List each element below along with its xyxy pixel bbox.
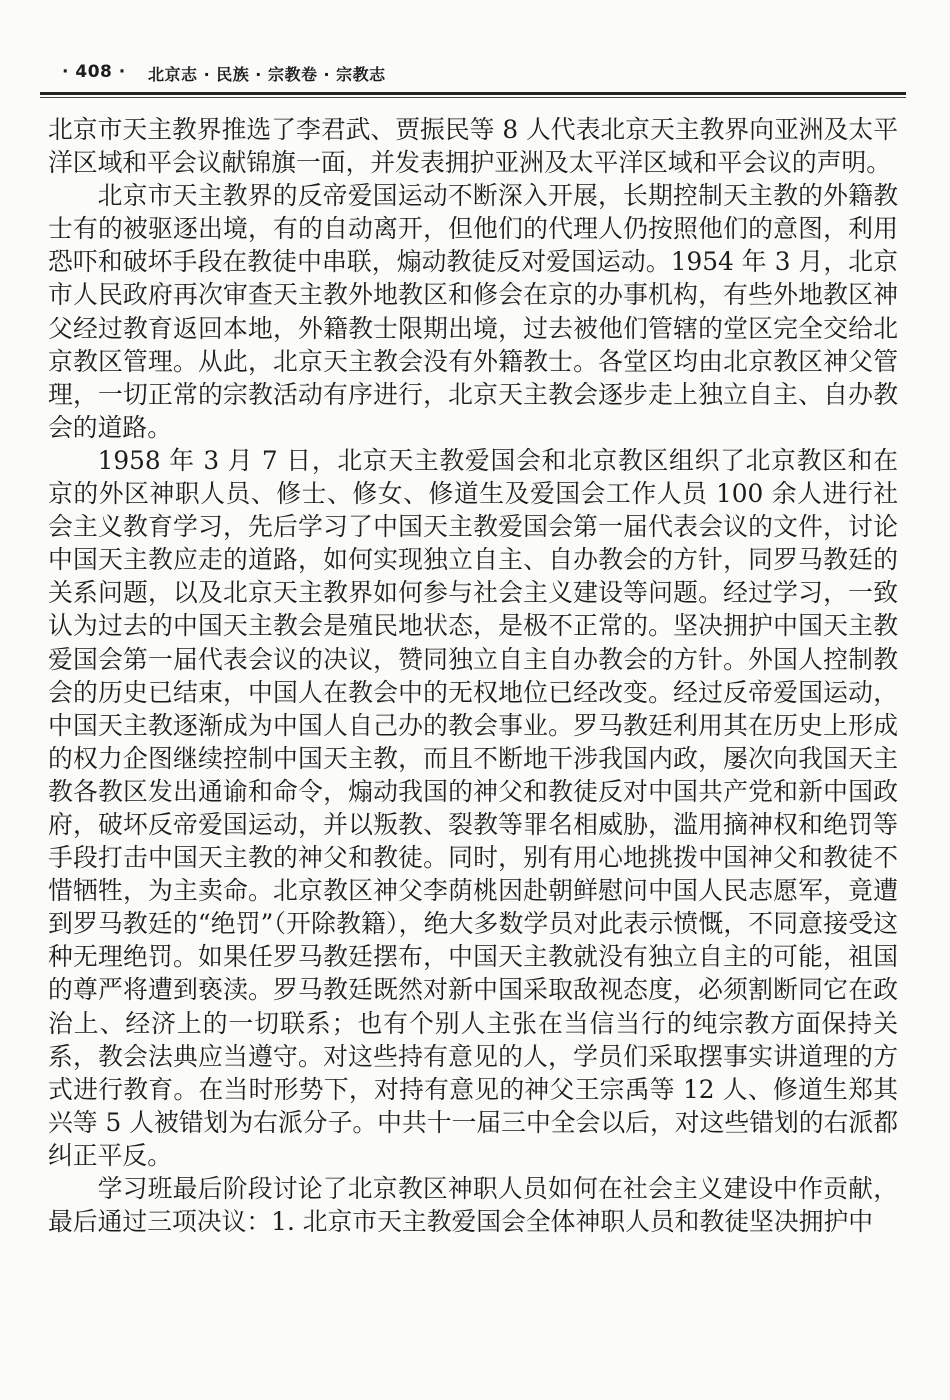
paragraph-continued: 北京市天主教界推选了李君武、贾振民等 8 人代表北京天主教界向亚洲及太平洋区域和平会议献锦旗一面，并发表拥护亚洲及太平洋区域和平会议的声明。 — [48, 115, 898, 178]
paragraph-study-resolutions: 学习班最后阶段讨论了北京教区神职人员如何在社会主义建设中作贡献，最后通过三项决议：1. 北京市天主教爱国会全体神职人员和教徒坚决拥护中 — [48, 1174, 898, 1237]
body-text — [48, 113, 898, 1238]
header-rule-thick — [40, 92, 906, 95]
header-rule-thin — [40, 97, 906, 98]
paragraph-1958-study-session: 1958 年 3 月 7 日，北京天主教爱国会和北京教区组织了北京教区和在京的外区神职人员、修士、修女、修道生及爱国会工作人员 100 余人进行社会主义教育学习，先后学习了中国天主教爱国会第一届代表会议的文件，讨论中国天主教应走的道路，如何实现独立自主、自办教会的方针，同罗马教廷的关系问题，以及北京天主教界如何参与社会主义建设等问题。经过学习，一致认为过去的中国天主教会是殖民地状态，是极不正常的。坚决拥护中国天主教爱国会第一届代表会议的决议，赞同独立自主自办教会的方针。外国人控制教会的历史已结束，中国人在教会中的无权地位已经改变。经过反帝爱国运动，中国天主教逐渐成为中国人自己办的教会事业。罗马教廷利用其在历史上形成的权力企图继续控制中国天主教，而且不断地干涉我国内政，屡次向我国天主教各教区发出通谕和命令，煽动我国的神父和教徒反对中国共产党和新中国政府，破坏反帝爱国运动，并以叛教、裂教等罪名相威胁，滥用摘神权和绝罚等手段打击中国天主教的神父和教徒。同时，别有用心地挑拨中国神父和教徒不惜牺牲，为主卖命。北京教区神父李荫桃因赴朝鲜慰问中国人民志愿军，竟遭到罗马教廷的“绝罚”（开除教籍），绝大多数学员对此表示愤慨，不同意接受这种无理绝罚。如果任罗马教廷摆布，中国天主教就没有独立自主的可能，祖国的尊严将遭到亵渎。罗马教廷既然对新中国采取敌视态度，必须割断同它在政治上、经济上的一切联系；也有个别人主张在当信当行的纯宗教方面保持关系，教会法典应当遵守。对这些持有意见的人，学员们采取摆事实讲道理的方式进行教育。在当时形势下，对持有意见的神父王宗禹等 12 人、修道生郑其兴等 5 人被错划为右派分子。中共十一届三中全会以后，对这些错划的右派都纠正平反。 — [48, 445, 898, 1170]
page-header — [50, 58, 900, 92]
running-title: 北京志 · 民族 · 宗教卷 · 宗教志 — [148, 65, 386, 84]
page-number: · 408 · — [62, 62, 126, 82]
paragraph-anti-imperialist-movement: 北京市天主教界的反帝爱国运动不断深入开展，长期控制天主教的外籍教士有的被驱逐出境，有的自动离开，但他们的代理人仍按照他们的意图，利用恐吓和破坏手段在教徒中串联，煽动教徒反对爱国运动。1954 年 3 月，北京市人民政府再次审查天主教外地教区和修会在京的办事机构，有些外地教区神父经过教育返回本地，外籍教士限期出境，过去被他们管辖的堂区完全交给北京教区管理。从此，北京天主教会没有外籍教士。各堂区均由北京教区神父管理，一切正常的宗教活动有序进行，北京天主教会逐步走上独立自主、自办教会的道路。 — [48, 181, 898, 442]
